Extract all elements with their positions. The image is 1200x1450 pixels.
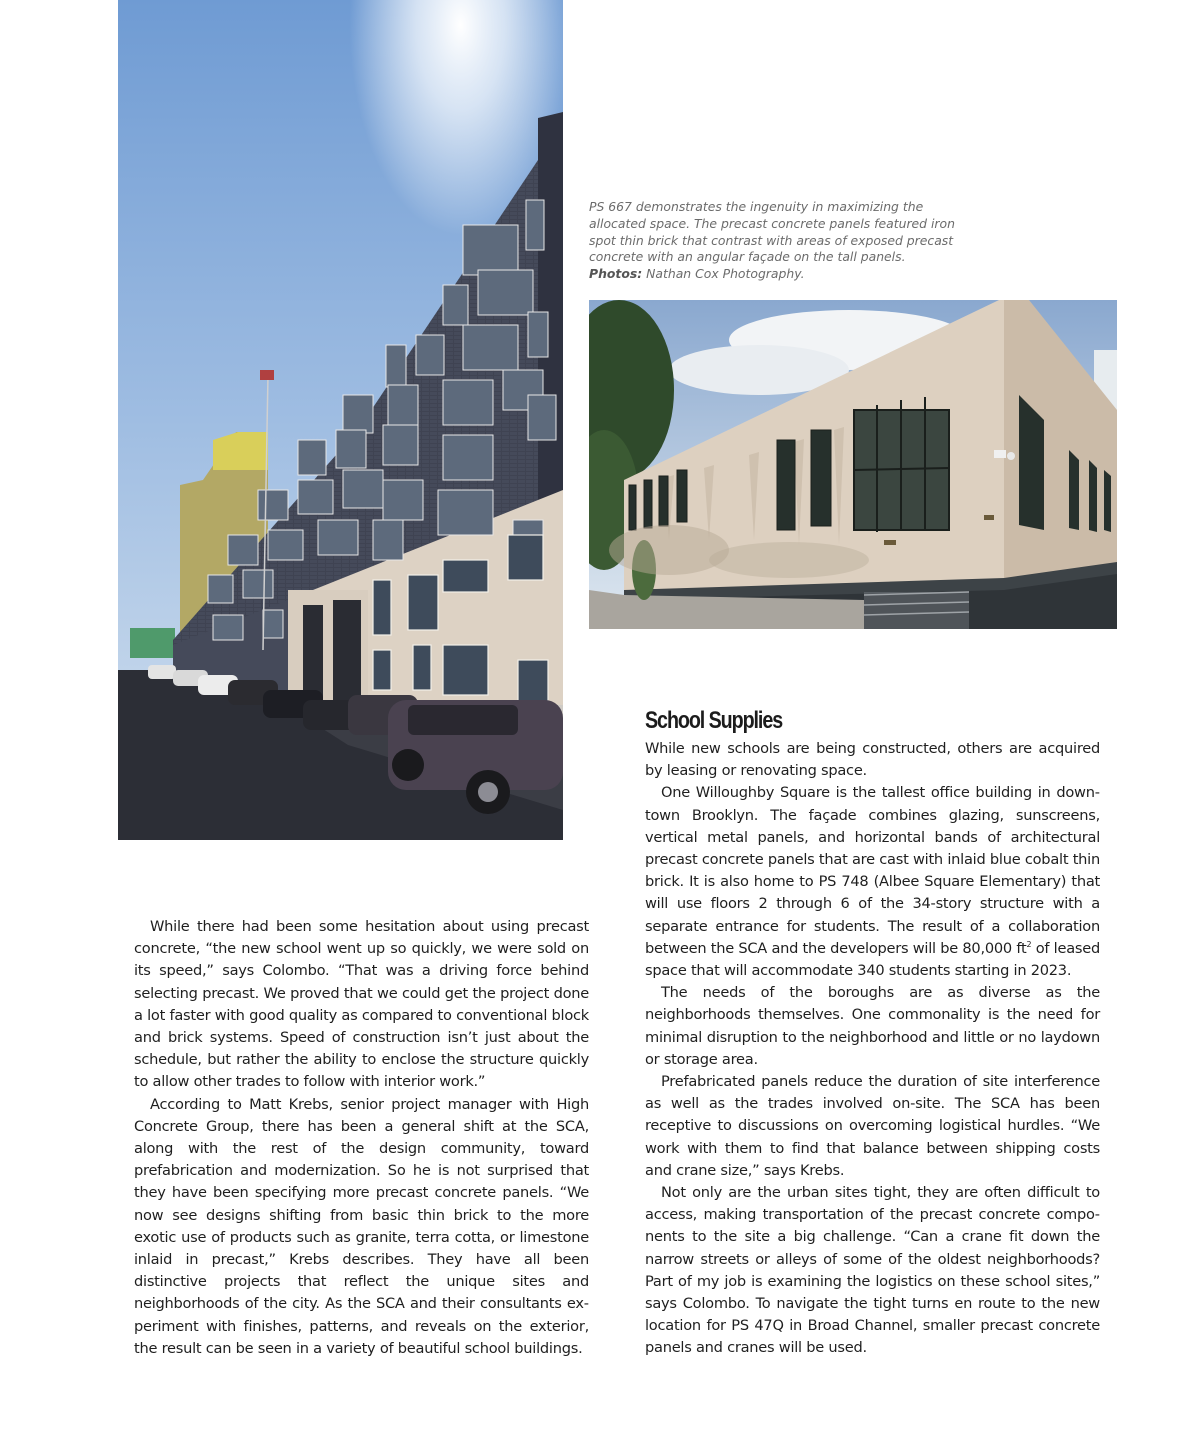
paragraph: While new schools are being constructed, others are acquired by leasing or renovating space. — [645, 740, 1100, 780]
caption-text: PS 667 demonstrates the ingenuity in maximizing the allocated space. The precast concrete panels featured iron spot thin brick that contrast with areas of exposed precast concrete with an angular façade on the tall panels. — [589, 199, 955, 265]
school-building-photo-left — [118, 0, 563, 840]
photo-caption — [589, 199, 969, 283]
photo-credit-name: Nathan Cox Photography. — [646, 266, 805, 282]
paragraph: Not only are the urban sites tight, they are often difficult to access, making transportation of the precast concrete components to the site a big challenge. “Can a crane fit down the narrow streets or alleys of some of the oldest neighborhoods? Part of my job is examining the logistics on these school sites,” says Colombo. To navigate the tight turns en route to the new location for PS 47Q in Broad Channel, smaller precast concrete panels and cranes will be used. — [645, 1184, 1100, 1357]
article-column-right — [645, 738, 1100, 1360]
paragraph: While there had been some hesitation about using precast concrete, “the new school went up so quickly, we were sold on its speed,” says Colombo. “That was a driving force behind selecting precast. We proved that we could get the project done a lot faster with good quality as compared to conventional block and brick systems. Speed of construction isn’t just about the schedule, but rather the ability to enclose the structure quickly to allow other trades to follow with interior work.” — [134, 918, 589, 1091]
section-heading-school-supplies: School Supplies — [645, 707, 783, 734]
article-column-left — [134, 916, 589, 1360]
paragraph: The needs of the boroughs are as diverse as the neighborhoods themselves. One commonality is the need for minimal disruption to the neighborhood and little or no laydown or storage area. — [645, 984, 1100, 1068]
paragraph: Prefabricated panels reduce the duration of site interference as well as the trades involved on-site. The SCA has been receptive to discussions on overcoming logistical hurdles. “We work with them to find that balance between shipping costs and crane size,” says Krebs. — [645, 1073, 1100, 1179]
paragraph — [645, 782, 1100, 982]
photo-credit-label: Photos: — [589, 266, 643, 282]
school-building-photo-right — [589, 300, 1117, 629]
paragraph: According to Matt Krebs, senior project manager with High Concrete Group, there has been a general shift at the SCA, along with the rest of the design community, toward prefabrication and modernization. So he is not surprised that they have been specifying more precast concrete panels. “We now see designs shifting from basic thin brick to the more exotic use of products such as granite, terra cotta, or limestone inlaid in precast,” Krebs describes. They have all been distinctive projects that reflect the unique sites and neighborhoods of the city. As the SCA and their consultants experiment with finishes, patterns, and reveals on the exterior, the result can be seen in a variety of beautiful school buildings. — [134, 1095, 589, 1357]
paragraph-text: of leased space that will accommodate 340 students starting in 2023. — [645, 939, 1100, 980]
superscript: 2 — [1026, 939, 1032, 949]
paragraph-text: One Willoughby Square is the tallest office building in downtown Brooklyn. The façade combines glazing, sunscreens, vertical metal panels, and horizontal bands of architectural precast concrete panels that are cast with inlaid blue cobalt thin brick. It is also home to PS 748 (Albee Square Elementary) that will use floors 2 through 6 of the 34-story structure with a separate entrance for students. The result of a collaboration between the SCA and the developers will be 80,000 ft — [645, 784, 1100, 957]
